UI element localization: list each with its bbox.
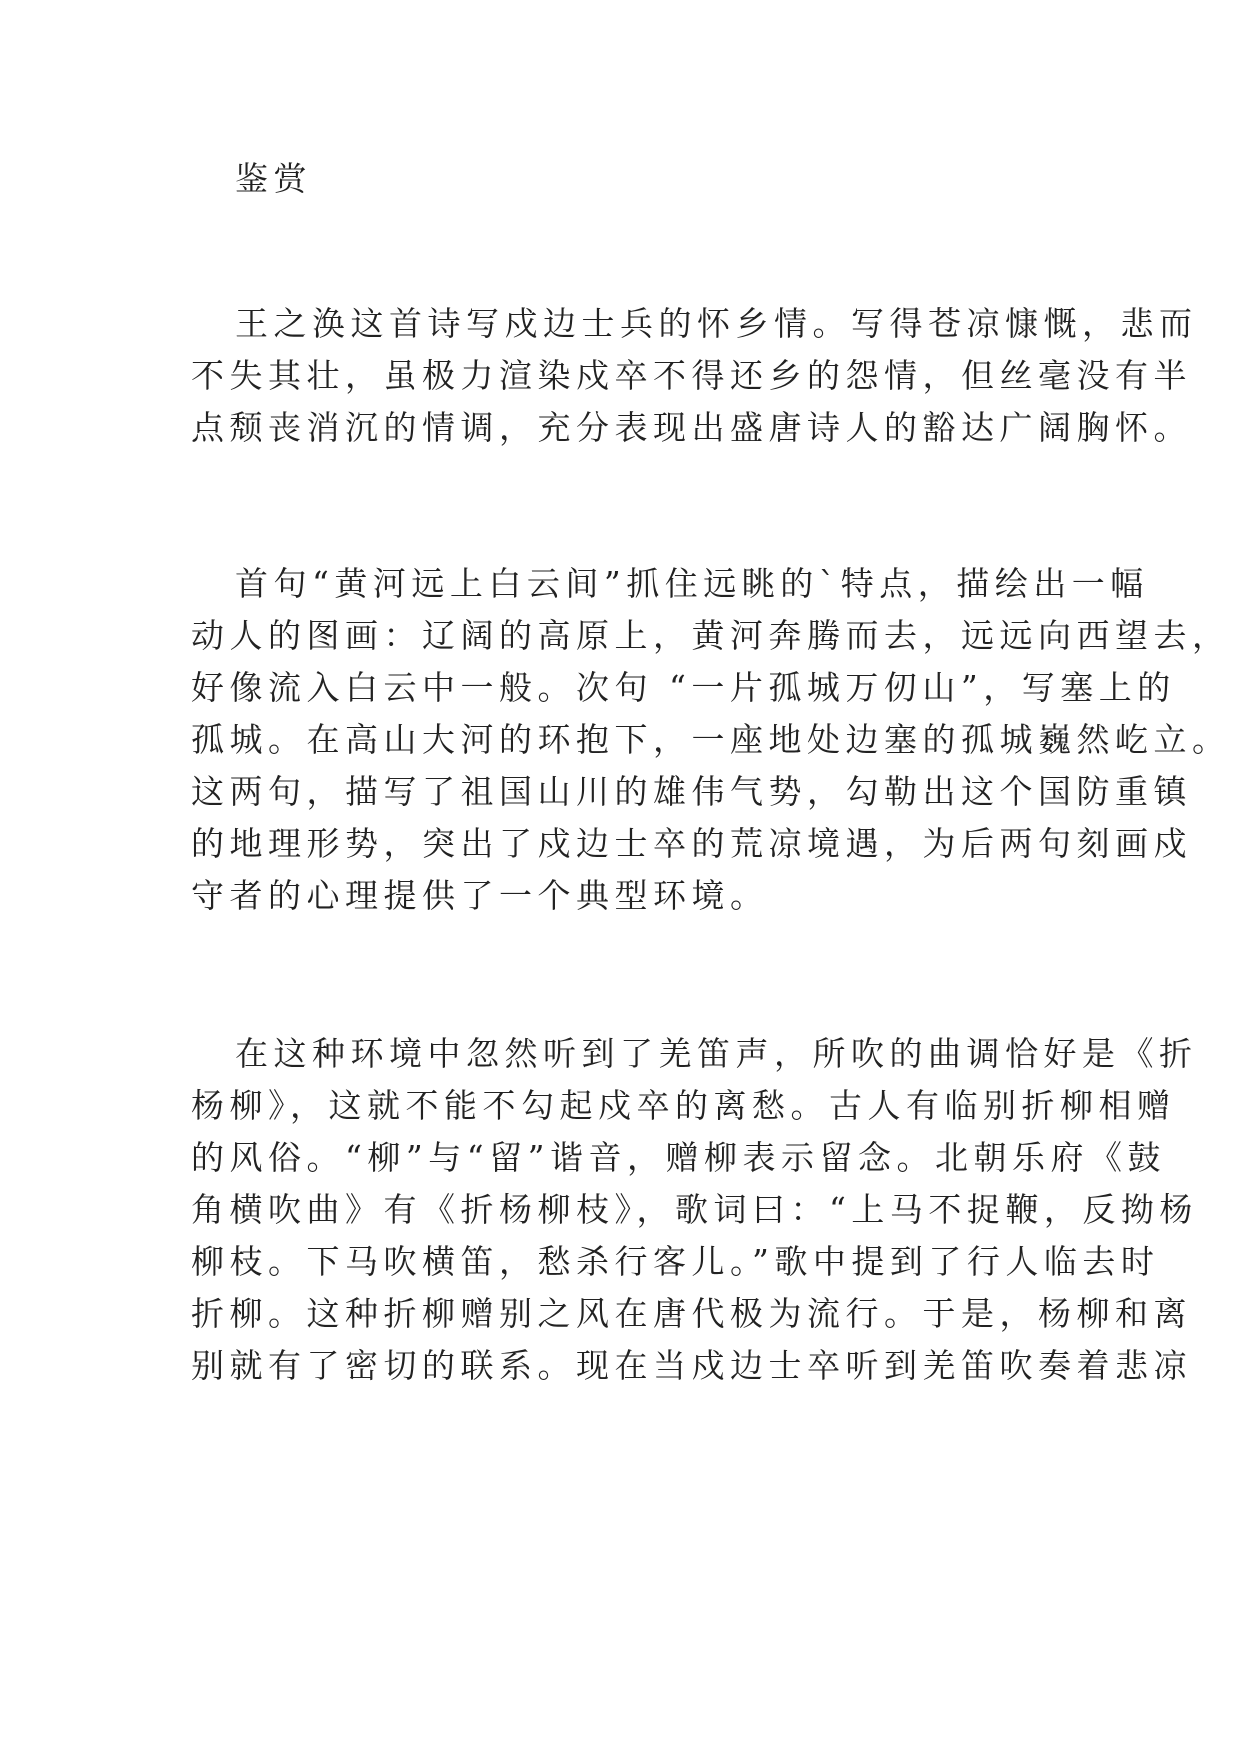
- paragraph-3-line-7: 别就有了密切的联系。现在当戍边士卒听到羌笛吹奏着悲凉: [191, 1346, 1192, 1385]
- paragraph-2-line-7: 守者的心理提供了一个典型环境。: [191, 876, 769, 915]
- paragraph-3-line-3: 的风俗。“柳”与“留”谐音，赠柳表示留念。北朝乐府《鼓: [191, 1138, 1166, 1177]
- paragraph-1-line-2: 不失其壮，虽极力渲染戍卒不得还乡的怨情，但丝毫没有半: [191, 356, 1192, 395]
- section-heading: 鉴赏: [235, 159, 312, 198]
- paragraph-3-line-6: 折柳。这种折柳赠别之风在唐代极为流行。于是，杨柳和离: [191, 1294, 1192, 1333]
- paragraph-3-line-4: 角横吹曲》有《折杨柳枝》，歌词曰：“上马不捉鞭，反拗杨: [191, 1190, 1198, 1229]
- paragraph-3-line-2: 杨柳》，这就不能不勾起戍卒的离愁。古人有临别折柳相赠: [191, 1086, 1176, 1125]
- paragraph-2-line-2: 动人的图画：辽阔的高原上，黄河奔腾而去，远远向西望去，: [191, 616, 1231, 655]
- paragraph-1-line-1: 王之涣这首诗写戍边士兵的怀乡情。写得苍凉慷慨，悲而: [235, 304, 1198, 343]
- paragraph-2-line-6: 的地理形势，突出了戍边士卒的荒凉境遇，为后两句刻画戍: [191, 824, 1192, 863]
- paragraph-2-line-4: 孤城。在高山大河的环抱下，一座地处边塞的孤城巍然屹立。: [191, 720, 1231, 759]
- paragraph-2-line-5: 这两句，描写了祖国山川的雄伟气势，勾勒出这个国防重镇: [191, 772, 1192, 811]
- paragraph-2-line-3: 好像流入白云中一般。次句 “一片孤城万仞山”，写塞上的: [191, 668, 1176, 707]
- paragraph-1-line-3: 点颓丧消沉的情调，充分表现出盛唐诗人的豁达广阔胸怀。: [191, 408, 1192, 447]
- paragraph-3-line-1: 在这种环境中忽然听到了羌笛声，所吹的曲调恰好是《折: [235, 1034, 1198, 1073]
- paragraph-3-line-5: 柳枝。下马吹横笛，愁杀行客儿。”歌中提到了行人临去时: [191, 1242, 1160, 1281]
- paragraph-2-line-1: 首句“黄河远上白云间”抓住远眺的`特点，描绘出一幅: [235, 564, 1149, 603]
